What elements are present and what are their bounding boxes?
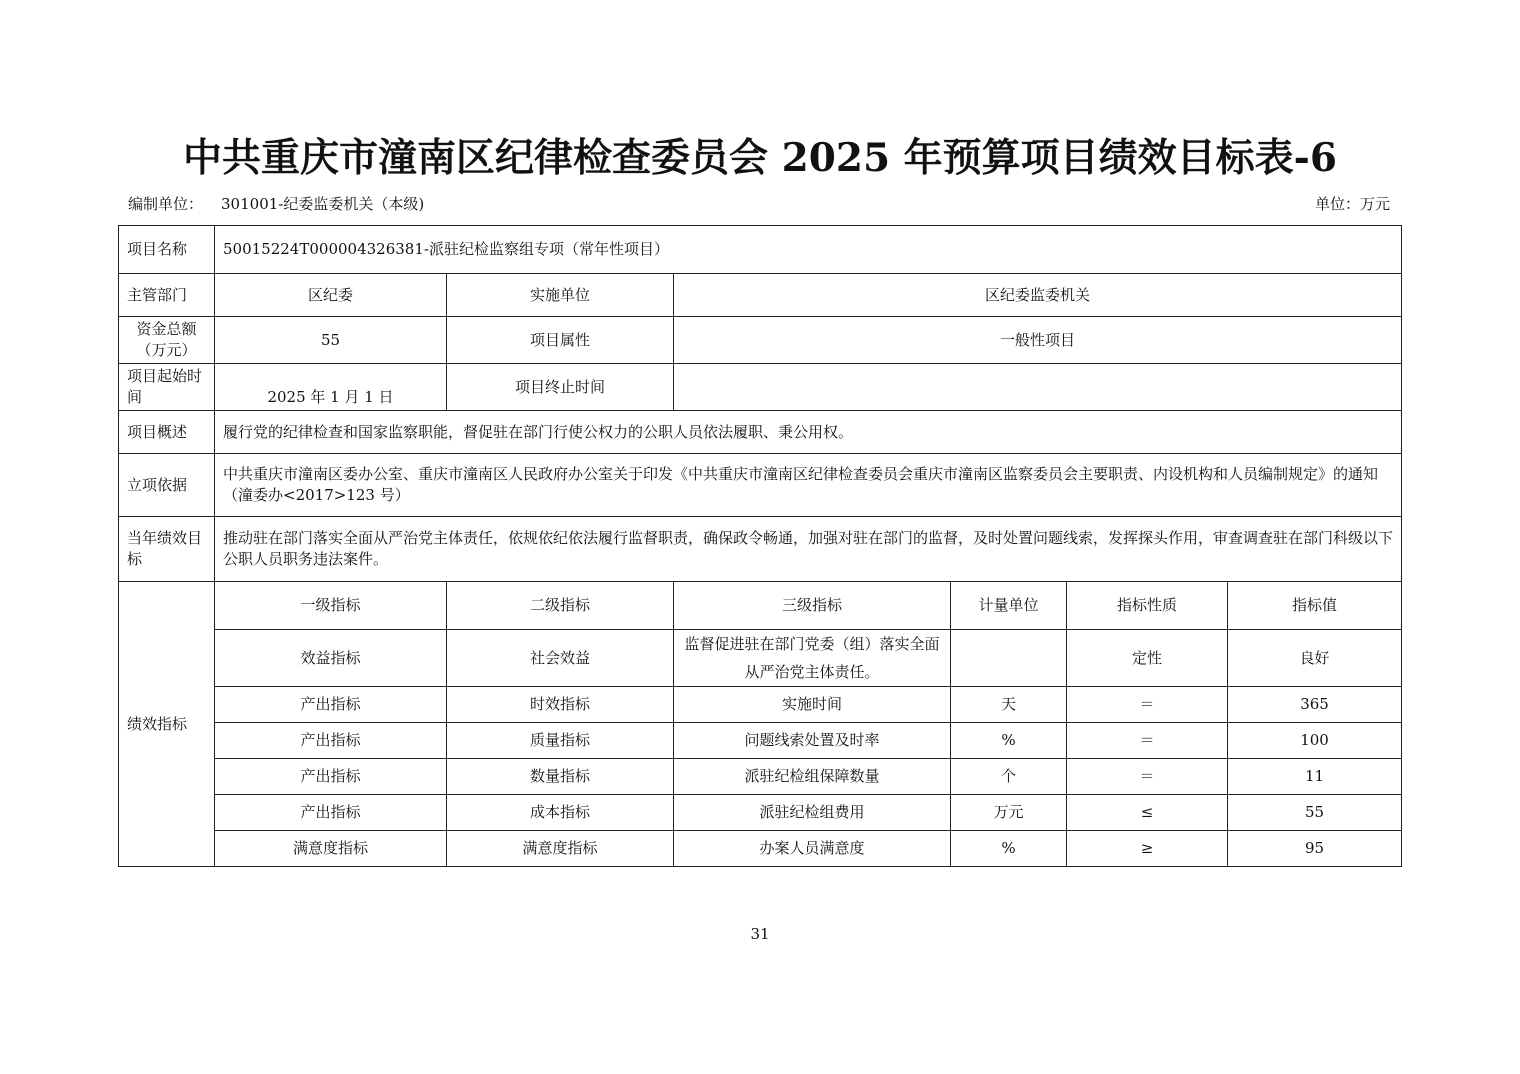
funds-label: 资金总额（万元） bbox=[119, 317, 215, 364]
attr-value: 一般性项目 bbox=[674, 317, 1402, 364]
indicator-value: 11 bbox=[1228, 759, 1402, 795]
basis-label: 立项依据 bbox=[119, 454, 215, 517]
indicator-unit: 万元 bbox=[951, 795, 1067, 831]
project-name-value: 50015224T000004326381-派驻纪检监察组专项（常年性项目） bbox=[215, 226, 1402, 274]
indicator-nature: ≤ bbox=[1067, 795, 1228, 831]
indicator-value: 55 bbox=[1228, 795, 1402, 831]
indicator-level2: 成本指标 bbox=[447, 795, 674, 831]
indicator-header-level3: 三级指标 bbox=[674, 582, 951, 630]
indicator-level2: 社会效益 bbox=[447, 630, 674, 687]
end-value bbox=[674, 364, 1402, 411]
row-dept bbox=[119, 274, 1402, 317]
indicator-level2: 时效指标 bbox=[447, 687, 674, 723]
overview-label: 项目概述 bbox=[119, 411, 215, 454]
row-dates bbox=[119, 364, 1402, 411]
indicator-unit: 个 bbox=[951, 759, 1067, 795]
indicator-header-row bbox=[119, 582, 1402, 630]
indicator-value: 95 bbox=[1228, 831, 1402, 867]
table-row bbox=[119, 795, 1402, 831]
indicator-unit: % bbox=[951, 831, 1067, 867]
org-value: 301001-纪委监委机关（本级) bbox=[221, 195, 425, 213]
row-funds bbox=[119, 317, 1402, 364]
goal-label: 当年绩效目标 bbox=[119, 517, 215, 582]
table-row bbox=[119, 831, 1402, 867]
page-number: 31 bbox=[750, 925, 770, 943]
project-name-label: 项目名称 bbox=[119, 226, 215, 274]
performance-table bbox=[118, 225, 1402, 867]
attr-label: 项目属性 bbox=[447, 317, 674, 364]
row-overview bbox=[119, 411, 1402, 454]
indicator-header-unit: 计量单位 bbox=[951, 582, 1067, 630]
indicator-header-value: 指标值 bbox=[1228, 582, 1402, 630]
dept-value: 区纪委 bbox=[215, 274, 447, 317]
impl-value: 区纪委监委机关 bbox=[674, 274, 1402, 317]
indicator-nature: ≥ bbox=[1067, 831, 1228, 867]
org-label: 编制单位： bbox=[128, 195, 204, 213]
indicator-level2: 质量指标 bbox=[447, 723, 674, 759]
org-info bbox=[128, 192, 424, 216]
indicator-unit bbox=[951, 630, 1067, 687]
dept-label: 主管部门 bbox=[119, 274, 215, 317]
indicator-nature: ＝ bbox=[1067, 687, 1228, 723]
indicator-value: 100 bbox=[1228, 723, 1402, 759]
unit-text: 单位：万元 bbox=[1314, 195, 1390, 213]
overview-value: 履行党的纪律检查和国家监察职能，督促驻在部门行使公权力的公职人员依法履职、秉公用权。 bbox=[215, 411, 1402, 454]
indicator-level2: 满意度指标 bbox=[447, 831, 674, 867]
table-row bbox=[119, 630, 1402, 687]
indicator-unit: 天 bbox=[951, 687, 1067, 723]
indicator-level3: 实施时间 bbox=[674, 687, 951, 723]
table-row bbox=[119, 723, 1402, 759]
start-label: 项目起始时间 bbox=[119, 364, 215, 411]
indicator-nature: 定性 bbox=[1067, 630, 1228, 687]
indicator-header-nature: 指标性质 bbox=[1067, 582, 1228, 630]
indicator-unit: % bbox=[951, 723, 1067, 759]
indicator-section-label: 绩效指标 bbox=[119, 582, 215, 867]
indicator-nature: ＝ bbox=[1067, 759, 1228, 795]
indicator-level1: 效益指标 bbox=[215, 630, 447, 687]
indicator-level1: 满意度指标 bbox=[215, 831, 447, 867]
indicator-level3: 监督促进驻在部门党委（组）落实全面从严治党主体责任。 bbox=[674, 630, 951, 687]
start-value: 2025 年 1 月 1 日 bbox=[215, 364, 447, 411]
indicator-header-level2: 二级指标 bbox=[447, 582, 674, 630]
indicator-level3: 问题线索处置及时率 bbox=[674, 723, 951, 759]
row-project-name bbox=[119, 226, 1402, 274]
indicator-level1: 产出指标 bbox=[215, 795, 447, 831]
funds-value: 55 bbox=[215, 317, 447, 364]
table-row bbox=[119, 759, 1402, 795]
table-row bbox=[119, 687, 1402, 723]
goal-value: 推动驻在部门落实全面从严治党主体责任，依规依纪依法履行监督职责，确保政令畅通，加强对驻在部门的监督，及时处置问题线索，发挥探头作用，审查调查驻在部门科级以下公职人员职务违法案件。 bbox=[215, 517, 1402, 582]
page-title: 中共重庆市潼南区纪律检查委员会 2025 年预算项目绩效目标表-6 bbox=[182, 135, 1338, 181]
indicator-level1: 产出指标 bbox=[215, 723, 447, 759]
impl-label: 实施单位 bbox=[447, 274, 674, 317]
indicator-level3: 办案人员满意度 bbox=[674, 831, 951, 867]
indicator-level3: 派驻纪检组费用 bbox=[674, 795, 951, 831]
indicator-nature: ＝ bbox=[1067, 723, 1228, 759]
basis-value: 中共重庆市潼南区委办公室、重庆市潼南区人民政府办公室关于印发《中共重庆市潼南区纪律检查委员会重庆市潼南区监察委员会主要职责、内设机构和人员编制规定》的通知（潼委办<2017>123 号） bbox=[215, 454, 1402, 517]
row-goal bbox=[119, 517, 1402, 582]
indicator-level3: 派驻纪检组保障数量 bbox=[674, 759, 951, 795]
row-basis bbox=[119, 454, 1402, 517]
indicator-header-level1: 一级指标 bbox=[215, 582, 447, 630]
end-label: 项目终止时间 bbox=[447, 364, 674, 411]
indicator-level2: 数量指标 bbox=[447, 759, 674, 795]
indicator-level1: 产出指标 bbox=[215, 759, 447, 795]
indicator-level1: 产出指标 bbox=[215, 687, 447, 723]
indicator-value: 365 bbox=[1228, 687, 1402, 723]
indicator-value: 良好 bbox=[1228, 630, 1402, 687]
